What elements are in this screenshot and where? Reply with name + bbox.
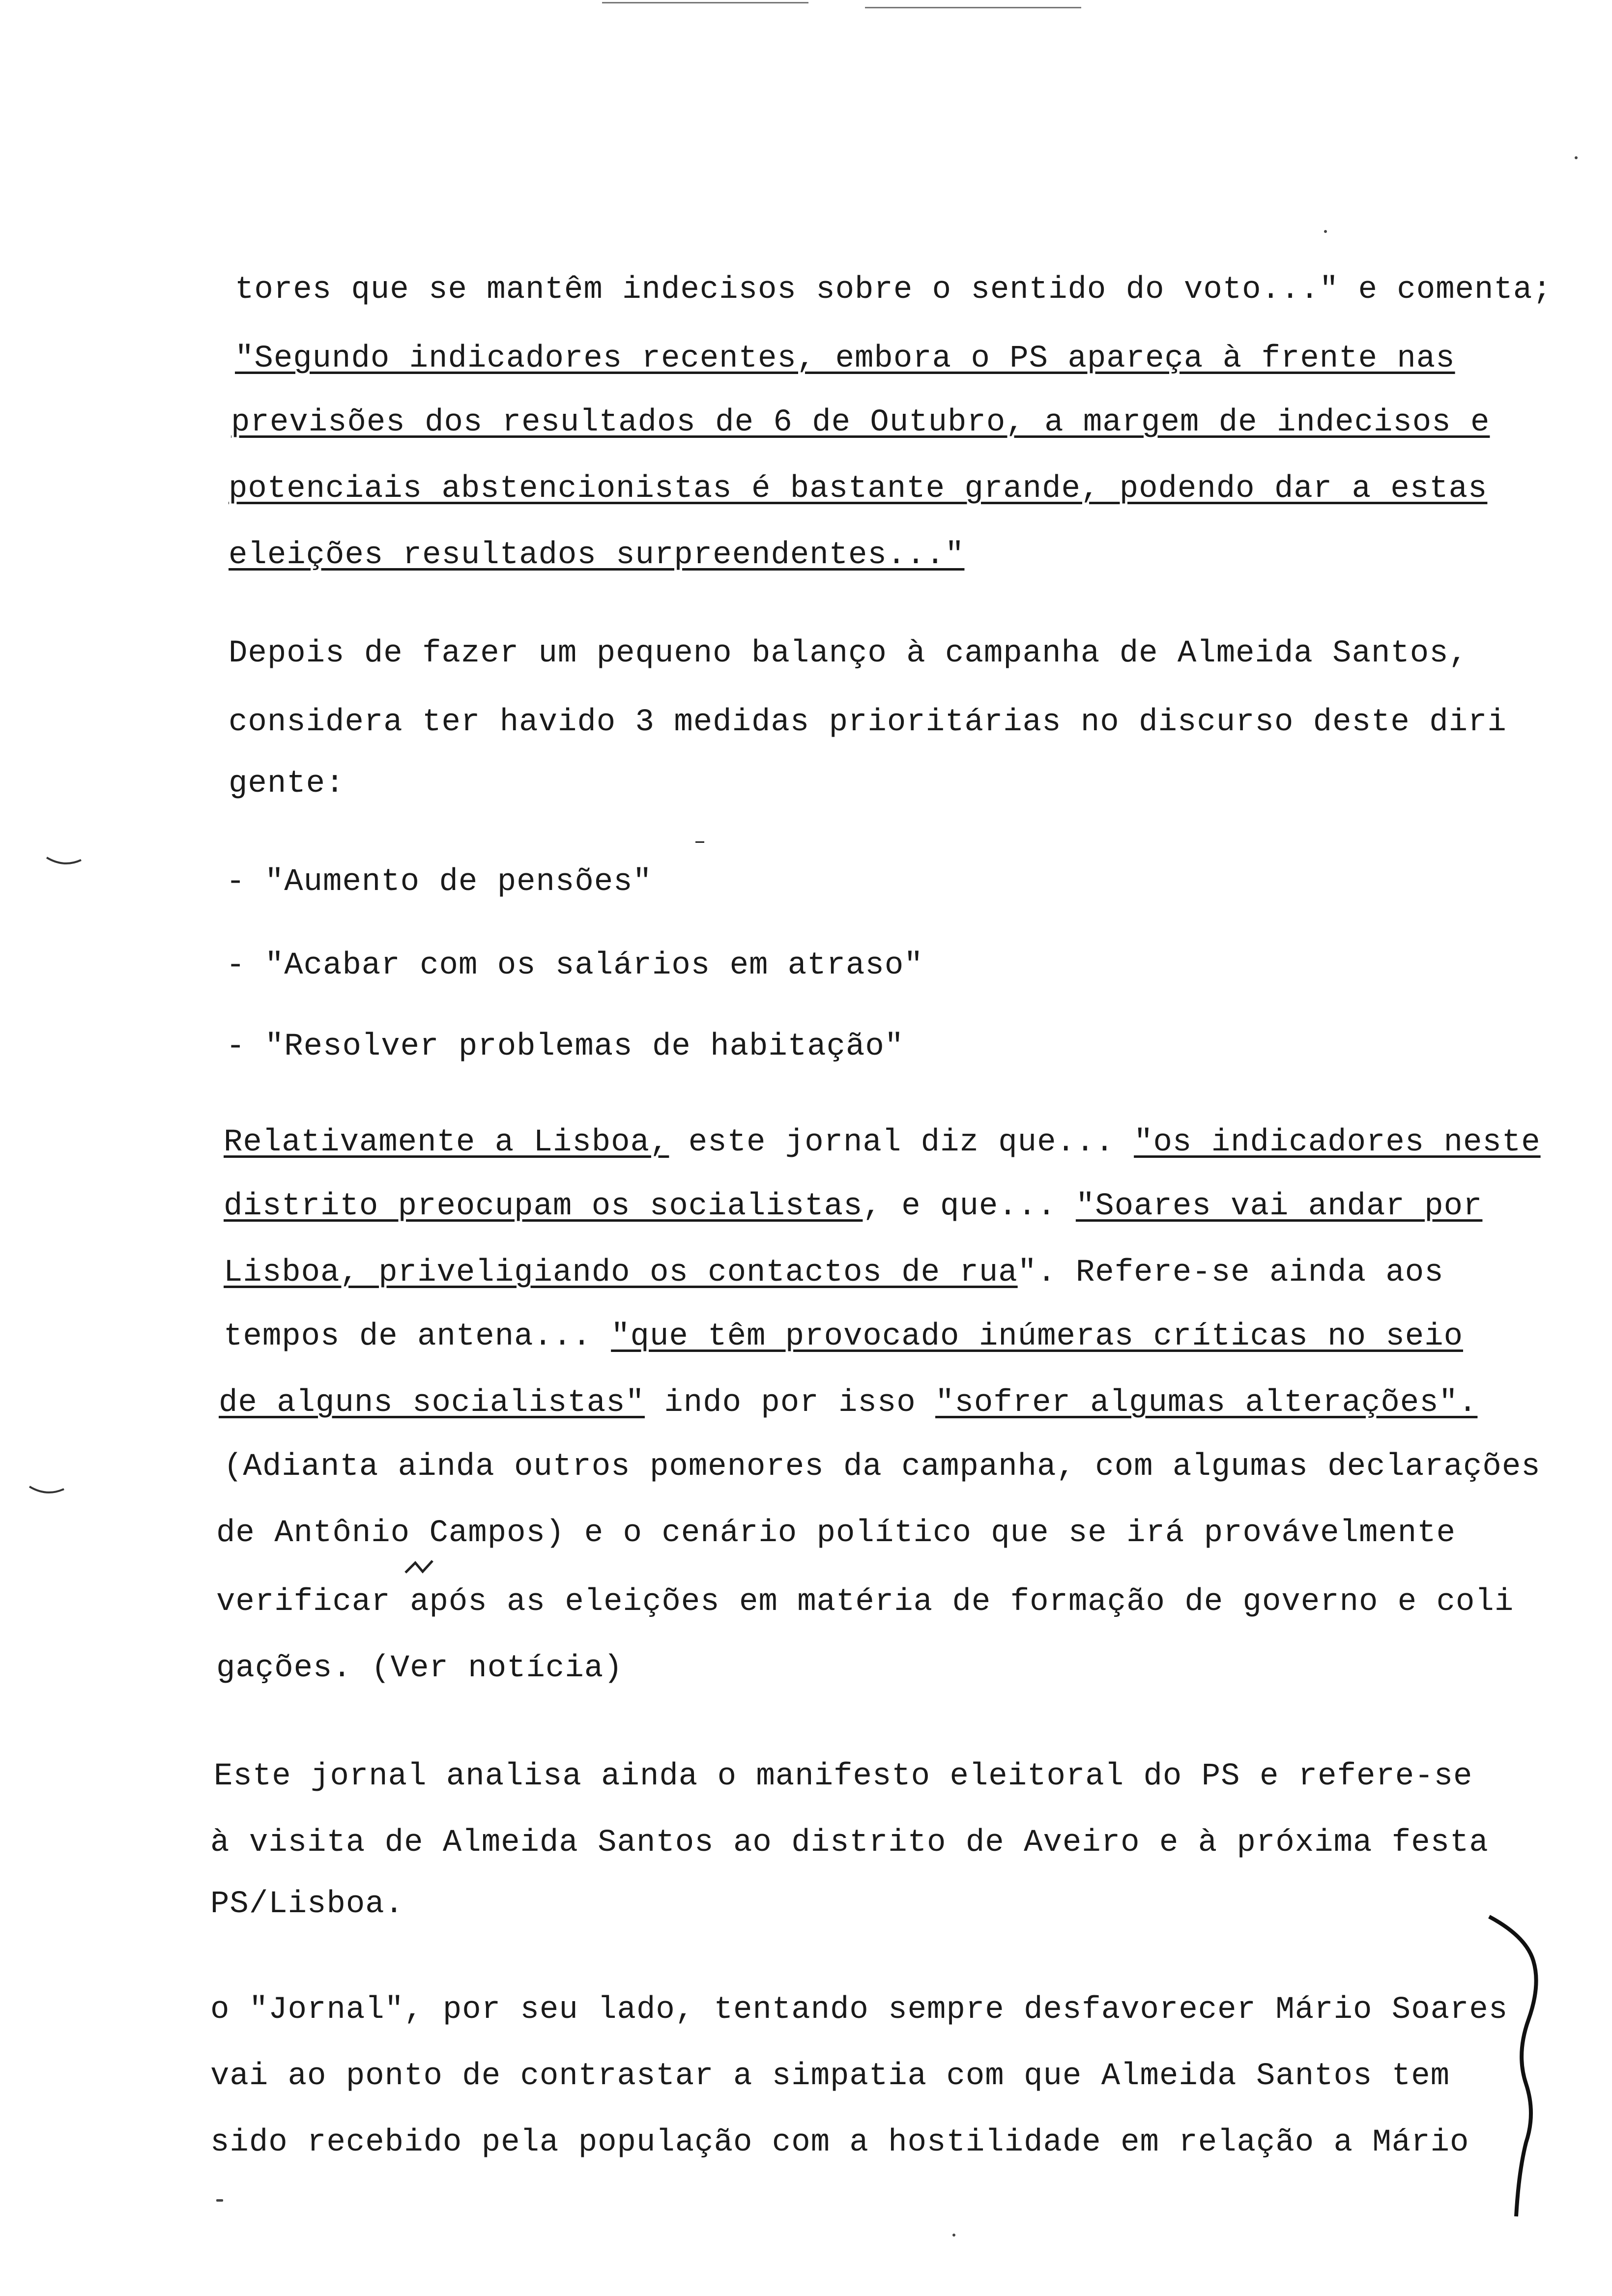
underlined-phrase: Relativamente a Lisboa, — [224, 1125, 669, 1160]
paragraph-5-line-3: sido recebido pela população com a hostilidade em relação a Mário — [210, 2125, 1469, 2160]
list-item-2: - "Acabar com os salários em atraso" — [226, 948, 923, 983]
margin-curve-mark — [27, 1484, 66, 1499]
paragraph-5-line-1: o "Jornal", por seu lado, tentando sempre desfavorecer Mário Soares — [210, 1992, 1508, 2028]
paragraph-2-line-2: considera ter havido 3 medidas prioritárias no discurso deste diri — [229, 705, 1507, 740]
list-item-3: - "Resolver problemas de habitação" — [226, 1029, 904, 1064]
paragraph-3-line-8: verificar após as eleições em matéria de formação de governo e coli — [216, 1584, 1514, 1620]
paragraph-3-line-7: de Antônio Campos) e o cenário político que se irá provávelmente — [216, 1516, 1456, 1551]
paragraph-1-line-1: tores que se mantêm indecisos sobre o sentido do voto..." e comenta; — [235, 272, 1552, 308]
speck — [1324, 230, 1327, 233]
paragraph-1-line-4: potenciais abstencionistas é bastante grande, podendo dar a estas — [229, 471, 1488, 507]
paragraph-3-line-6: (Adianta ainda outros pomenores da campanha, com algumas declarações — [224, 1449, 1541, 1485]
paragraph-1-line-2: "Segundo indicadores recentes, embora o PS apareça à frente nas — [235, 341, 1455, 376]
underlined-phrase: "que têm provocado inúmeras críticas no seio — [611, 1319, 1463, 1354]
top-rule-left — [602, 2, 808, 3]
top-rule-right — [865, 7, 1081, 8]
text-span: , e que... — [863, 1189, 1076, 1224]
text-span: tempos de antena... — [224, 1319, 611, 1354]
underlined-phrase: "Soares vai andar por — [1075, 1189, 1483, 1224]
list-item-1: - "Aumento de pensões" — [226, 864, 652, 900]
handwritten-caret-mark — [403, 1558, 437, 1578]
paragraph-1-line-3: previsões dos resultados de 6 de Outubro, a margem de indecisos e — [231, 405, 1490, 440]
paragraph-3-line-1 — [224, 1123, 1541, 1162]
paragraph-3-line-4 — [224, 1317, 1463, 1356]
speck — [216, 2199, 223, 2202]
text-span: indo por isso — [644, 1385, 936, 1421]
underlined-phrase: distrito preocupam os socialistas — [224, 1189, 863, 1224]
text-span: ". Refere-se ainda aos — [1017, 1255, 1444, 1291]
paragraph-3-line-9: gações. (Ver notícia) — [216, 1651, 623, 1686]
underlined-phrase: "sofrer algumas alterações". — [935, 1385, 1478, 1421]
paragraph-4-line-1: Este jornal analisa ainda o manifesto eleitoral do PS e refere-se — [214, 1759, 1473, 1794]
paragraph-5-line-2: vai ao ponto de contrastar a simpatia com que Almeida Santos tem — [210, 2059, 1450, 2094]
paragraph-4-line-3: PS/Lisboa. — [210, 1887, 404, 1922]
underlined-phrase: de alguns socialistas" — [219, 1385, 645, 1421]
paragraph-1-line-5: eleições resultados surpreendentes..." — [229, 538, 965, 573]
margin-dash — [695, 841, 704, 843]
underlined-phrase: Lisboa, priveligiando os contactos de rua — [224, 1255, 1018, 1291]
underlined-phrase: "os indicadores neste — [1134, 1125, 1541, 1160]
speck — [952, 2234, 955, 2237]
paragraph-2-line-3: gente: — [229, 766, 345, 802]
paragraph-3-line-5 — [219, 1383, 1477, 1423]
paragraph-2-line-1: Depois de fazer um pequeno balanço à campanha de Almeida Santos, — [229, 636, 1468, 671]
handwritten-brace-mark — [1479, 1907, 1558, 2226]
paragraph-4-line-2: à visita de Almeida Santos ao distrito de Aveiro e à próxima festa — [210, 1825, 1489, 1861]
paragraph-3-line-2 — [224, 1187, 1482, 1226]
paragraph-3-line-3 — [224, 1253, 1444, 1292]
speck — [1575, 156, 1578, 159]
margin-curve-mark — [44, 855, 84, 870]
text-span: este jornal diz que... — [669, 1125, 1134, 1160]
